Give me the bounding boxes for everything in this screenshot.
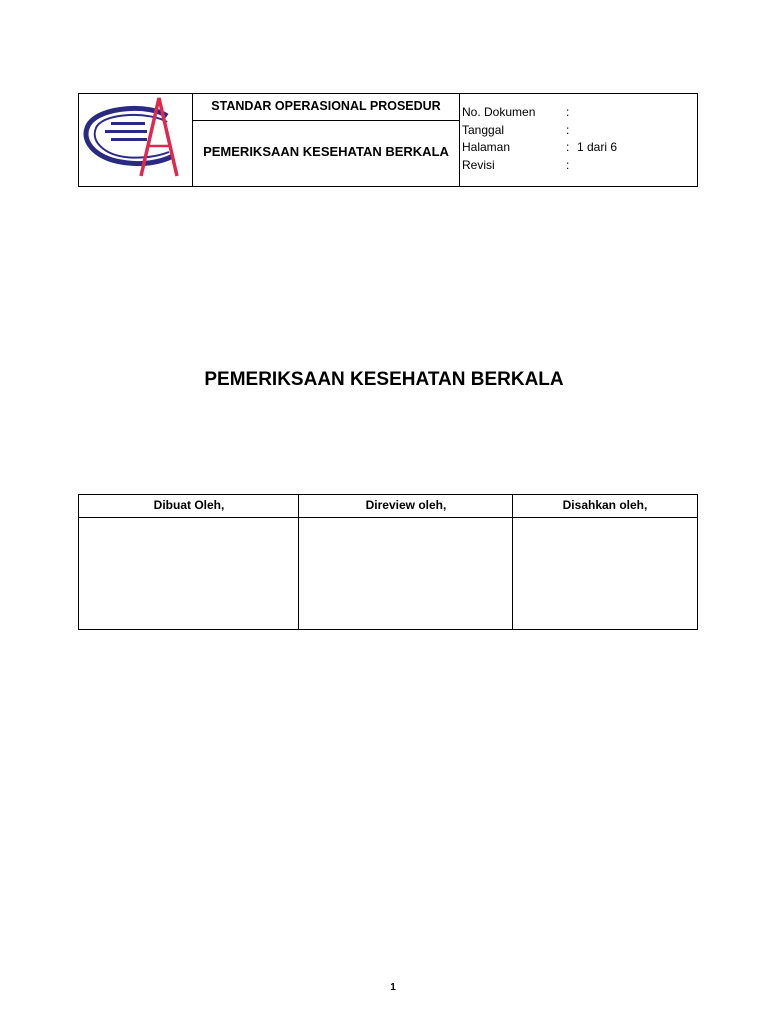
page-number: 1 [390, 982, 396, 993]
signature-cell-created-by [79, 518, 299, 629]
meta-row-revision [460, 157, 697, 175]
title-cell [193, 94, 460, 186]
logo-cell [79, 94, 193, 186]
company-logo [81, 96, 189, 182]
approval-table [78, 494, 698, 630]
meta-row-date [460, 122, 697, 140]
meta-key: Halaman [462, 140, 511, 154]
signature-cell-reviewed-by [299, 518, 513, 629]
meta-value: 1 dari 6 [577, 140, 618, 154]
document-header-table [78, 93, 698, 187]
meta-separator: : [566, 105, 570, 119]
meta-row-document-number [460, 104, 697, 122]
document-meta [460, 94, 697, 186]
meta-key: Revisi [462, 157, 495, 172]
meta-key: No. Dokumen [462, 105, 536, 119]
column-divider [512, 495, 513, 629]
approval-header-reviewed-by: Direview oleh, [365, 498, 447, 512]
meta-separator: : [566, 157, 570, 172]
meta-separator: : [566, 140, 570, 154]
column-divider [298, 495, 299, 629]
approval-header-row [79, 495, 697, 518]
document-subject: PEMERIKSAAN KESEHATAN BERKALA [203, 144, 449, 159]
signature-cell-approved-by [513, 518, 697, 629]
meta-row-page [460, 139, 697, 157]
approval-header-created-by: Dibuat Oleh, [153, 498, 225, 512]
approval-header-approved-by: Disahkan oleh, [562, 498, 648, 512]
meta-key: Tanggal [462, 122, 505, 137]
page-title: PEMERIKSAAN KESEHATAN BERKALA [204, 369, 564, 390]
sop-label: STANDAR OPERASIONAL PROSEDUR [193, 94, 459, 121]
meta-separator: : [566, 122, 570, 137]
